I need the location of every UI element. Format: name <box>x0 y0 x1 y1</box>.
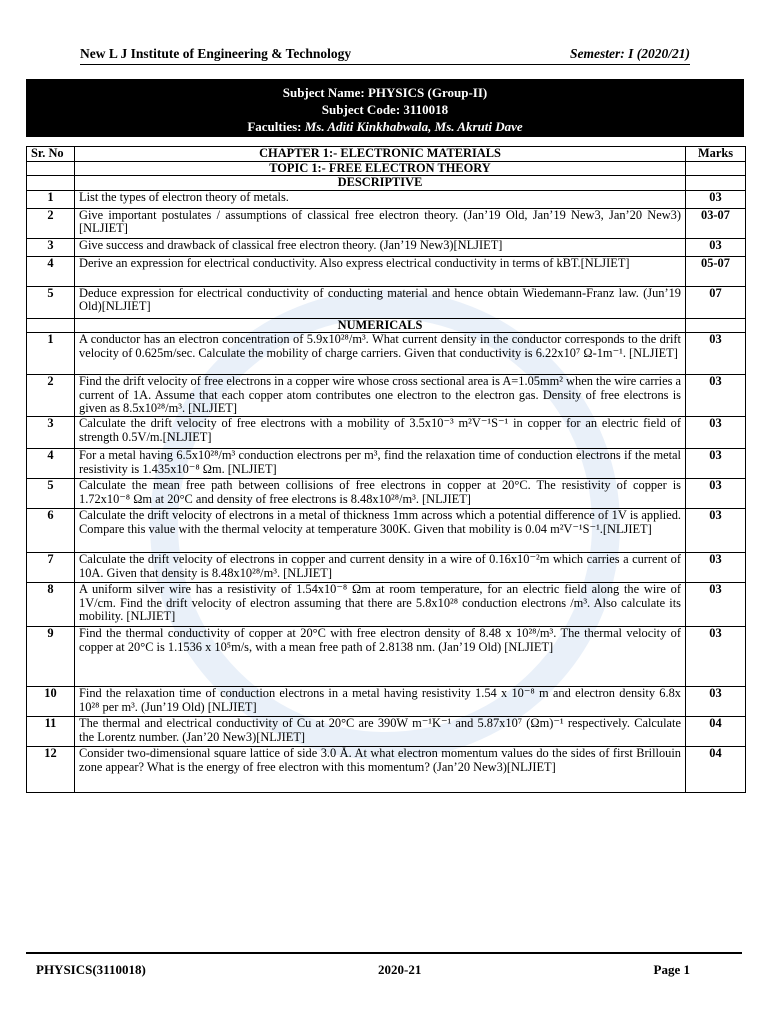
question-marks: 03 <box>686 449 746 479</box>
faculties <box>26 118 744 135</box>
question-text: Calculate the drift velocity of electrons in copper and current density in a wire of 0.16x10⁻²m which carries a current of 10A. Given that density is 8.48x10²⁸/m³. [NLJIET] <box>75 553 686 583</box>
question-marks: 03 <box>686 333 746 375</box>
topic-title: TOPIC 1:- FREE ELECTRON THEORY <box>75 161 686 176</box>
question-marks: 05-07 <box>686 256 746 286</box>
question-table <box>26 146 746 793</box>
faculties-names: Ms. Aditi Kinkhabwala, Ms. Akruti Dave <box>304 119 523 134</box>
question-number: 6 <box>27 509 75 553</box>
question-text: Deduce expression for electrical conductivity of conducting material and hence obtain Wiedemann-Franz law. (Jun’19 Old)[NLJIET] <box>75 286 686 318</box>
numerical-question-row <box>27 717 746 747</box>
question-number: 12 <box>27 747 75 793</box>
question-text: Calculate the drift velocity of free electrons with a mobility of 3.5x10⁻³ m²V⁻¹S⁻¹ in copper for an electric field of strength 0.5V/m.[NLJIET] <box>75 417 686 449</box>
question-text: Calculate the drift velocity of electrons in a metal of thickness 1mm across which a potential difference of 1V is applied. Compare this value with the thermal velocity at temperature 300K. Given that mobility is 0.04 m²V⁻¹S⁻¹.[NLJIET] <box>75 509 686 553</box>
footer-page: Page 1 <box>653 962 690 977</box>
subject-code: Subject Code: 3110018 <box>321 102 449 117</box>
numerical-question-row <box>27 747 746 793</box>
descriptive-title: DESCRIPTIVE <box>75 176 686 191</box>
question-text: Consider two-dimensional square lattice of side 3.0 Å. At what electron momentum values do the sides of first Brillouin zone appear? What is the energy of free electron with this momentum? (Jan’20 New3)[NLJIET] <box>75 747 686 793</box>
numerical-question-row <box>27 553 746 583</box>
numerical-question-row <box>27 627 746 687</box>
question-number: 7 <box>27 553 75 583</box>
question-text: Find the thermal conductivity of copper at 20°C with free electron density of 8.48 x 10²⁸/m³. The thermal velocity of copper at 20°C is 1.1536 x 10⁵m/s, with a mean free path of 2.8138 nm. (Jan’19 Old) [NLJIET] <box>75 627 686 687</box>
question-marks: 04 <box>686 747 746 793</box>
question-text: For a metal having 6.5x10²⁸/m³ conduction electrons per m³, find the relaxation time of conduction electrons if the metal resistivity is 1.435x10⁻⁸ Ωm. [NLJIET] <box>75 449 686 479</box>
question-text: Derive an expression for electrical conductivity. Also express electrical conductivity in terms of kBT.[NLJIET] <box>75 256 686 286</box>
question-text: A uniform silver wire has a resistivity of 1.54x10⁻⁸ Ωm at room temperature, for an electric field along the wire of 1V/cm. Find the drift velocity of electron assuming that there are 5.8x10²⁸ conduction electrons /m³. Also calculate its mobility. [NLJIET] <box>75 583 686 627</box>
question-text: Give important postulates / assumptions of classical free electron theory. (Jan’19 Old, Jan’19 New3, Jan’20 New3)[NLJIET] <box>75 208 686 238</box>
footer-subject: PHYSICS(3110018) <box>36 962 146 977</box>
question-number: 2 <box>27 375 75 417</box>
page-header <box>80 42 690 65</box>
question-text: Calculate the mean free path between collisions of free electrons in copper at 20°C. The resistivity of copper is 1.72x10⁻⁸ Ωm at 20°C and density of free electrons is 8.48x10²⁸/m³. [NLJIET] <box>75 479 686 509</box>
faculties-label: Faculties: <box>247 119 302 134</box>
numerical-question-row <box>27 687 746 717</box>
marks-header: Marks <box>686 147 746 162</box>
numerical-question-row <box>27 417 746 449</box>
question-number: 4 <box>27 449 75 479</box>
question-marks: 03-07 <box>686 208 746 238</box>
question-text: A conductor has an electron concentration of 5.9x10²⁸/m³. What current density in the conductor corresponds to the drift velocity of 0.625m/sec. Calculate the mobility of charge carriers. Given that conductivity is 6.22x10⁷ Ω-1m⁻¹. [NLJIET] <box>75 333 686 375</box>
descriptive-question-row <box>27 286 746 318</box>
question-text: List the types of electron theory of metals. <box>75 190 686 208</box>
question-marks: 03 <box>686 627 746 687</box>
question-marks: 03 <box>686 190 746 208</box>
question-marks: 07 <box>686 286 746 318</box>
question-number: 3 <box>27 238 75 256</box>
question-number: 11 <box>27 717 75 747</box>
numericals-title: NUMERICALS <box>75 318 686 333</box>
numerical-question-row <box>27 583 746 627</box>
question-marks: 03 <box>686 417 746 449</box>
question-number: 5 <box>27 479 75 509</box>
question-marks: 04 <box>686 717 746 747</box>
semester-label: Semester: I (2020/21) <box>570 46 690 61</box>
numerical-question-row <box>27 509 746 553</box>
question-number: 4 <box>27 256 75 286</box>
question-text: Find the drift velocity of free electrons in a copper wire whose cross sectional area is A=1.05mm² when the wire carries a current of 1A. Assume that each copper atom contributes one electron to the electron gas. Density of free electrons is given as 8.5x10²⁸/m³. [NLJIET] <box>75 375 686 417</box>
descriptive-heading-row <box>27 176 746 191</box>
descriptive-question-row <box>27 208 746 238</box>
topic-row <box>27 161 746 176</box>
srno-header: Sr. No <box>27 147 75 162</box>
institute-name: New L J Institute of Engineering & Technology <box>80 46 352 61</box>
question-marks: 03 <box>686 553 746 583</box>
question-marks: 03 <box>686 238 746 256</box>
question-marks: 03 <box>686 687 746 717</box>
page-footer <box>26 952 742 978</box>
subject-name: Subject Name: PHYSICS (Group-II) <box>282 85 488 100</box>
descriptive-question-row <box>27 190 746 208</box>
question-number: 9 <box>27 627 75 687</box>
question-number: 2 <box>27 208 75 238</box>
question-marks: 03 <box>686 375 746 417</box>
numerical-question-row <box>27 375 746 417</box>
descriptive-question-row <box>27 238 746 256</box>
numerical-question-row <box>27 333 746 375</box>
chapter-row <box>27 147 746 162</box>
chapter-title: CHAPTER 1:- ELECTRONIC MATERIALS <box>75 147 686 162</box>
subject-banner <box>26 79 744 137</box>
numericals-heading-row <box>27 318 746 333</box>
question-text: The thermal and electrical conductivity of Cu at 20°C are 390W m⁻¹K⁻¹ and 5.87x10⁷ (Ωm)⁻¹ respectively. Calculate the Lorentz number. (Jan’20 New3)[NLJIET] <box>75 717 686 747</box>
descriptive-question-row <box>27 256 746 286</box>
footer-year: 2020-21 <box>377 962 422 977</box>
numerical-question-row <box>27 449 746 479</box>
numerical-question-row <box>27 479 746 509</box>
question-number: 10 <box>27 687 75 717</box>
question-number: 5 <box>27 286 75 318</box>
question-number: 8 <box>27 583 75 627</box>
question-number: 3 <box>27 417 75 449</box>
question-text: Give success and drawback of classical free electron theory. (Jan’19 New3)[NLJIET] <box>75 238 686 256</box>
question-marks: 03 <box>686 479 746 509</box>
question-text: Find the relaxation time of conduction electrons in a metal having resistivity 1.54 x 10⁻⁸ m and electron density 6.8x 10²⁸ per m³. (Jun’19 Old) [NLJIET] <box>75 687 686 717</box>
question-number: 1 <box>27 333 75 375</box>
question-marks: 03 <box>686 509 746 553</box>
question-number: 1 <box>27 190 75 208</box>
question-marks: 03 <box>686 583 746 627</box>
